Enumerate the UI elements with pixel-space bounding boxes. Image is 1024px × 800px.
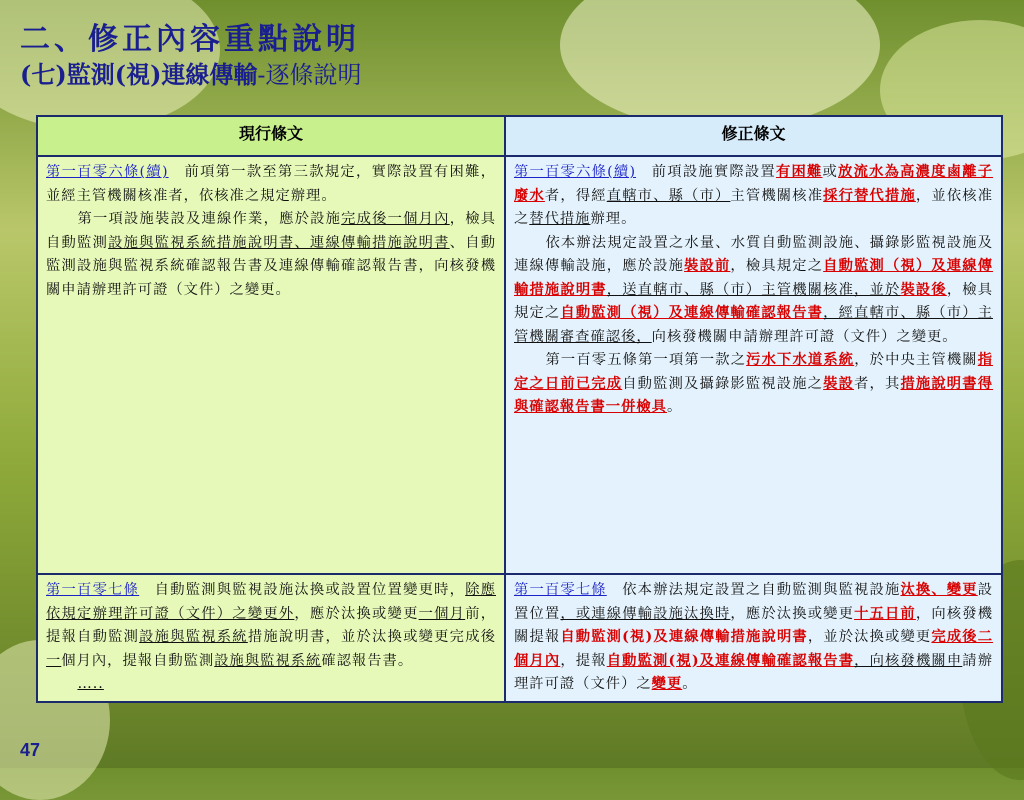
- background-leaf-spot: [560, 0, 880, 130]
- article-label: 第一百零六條(續): [46, 164, 169, 180]
- article-label: 第一百零六條(續): [514, 164, 637, 180]
- slide-title: 二、修正內容重點說明: [20, 22, 360, 57]
- title-area: [20, 22, 362, 90]
- page-number: 47: [20, 740, 41, 760]
- table-row: [37, 574, 1002, 702]
- paragraph: 依本辦法規定設置之水量、水質自動監測設施、攝錄影監視設施及連線傳輸設施，應於設施裝設前，檢具規定之自動監測（視）及連線傳輸措施說明書，送直轄市、縣（市）主管機關核准，並於裝設後，檢具規定之自動監測（視）及連線傳輸確認報告書，經直轄市、縣（市）主管機關審查確認後，向核發機關申請辦理許可證（文件）之變更。: [514, 234, 994, 345]
- revised-article-106-cell: [505, 156, 1002, 574]
- article-label: 第一百零七條: [46, 582, 140, 598]
- current-article-107-cell: [37, 574, 505, 702]
- comparison-table: [36, 115, 1003, 703]
- article-label: 第一百零七條: [514, 582, 607, 598]
- table-row: [37, 156, 1002, 574]
- revised-article-107-cell: [505, 574, 1002, 702]
- paragraph: 第一百零七條 自動監測與監視設施汰換或設置位置變更時，除應依規定辦理許可證（文件）之變更外，應於汰換或變更一個月前，提報自動監測設施與監視系統措施說明書，並於汰換或變更完成後一個月內，提報自動監測設施與監視系統確認報告書。: [46, 582, 497, 669]
- table-header-row: [37, 116, 1002, 156]
- paragraph: 第一百零六條(續) 前項設施實際設置有困難或放流水為高濃度鹵離子廢水者，得經直轄市、縣（市）主管機關核准採行替代措施，並依核准之替代措施辦理。: [514, 164, 994, 227]
- subtitle-light: -逐條說明: [257, 61, 362, 89]
- ellipsis: …..: [77, 676, 104, 692]
- paragraph: 第一百零七條 依本辦法規定設置之自動監測與監視設施汰換、變更設置位置，或連線傳輸設施汰換時，應於汰換或變更十五日前，向核發機關提報自動監測(視)及連線傳輸措施說明書，並於汰換或變更完成後二個月內，提報自動監測(視)及連線傳輸確認報告書，向核發機關申請辦理許可證（文件）之變更。: [514, 582, 994, 692]
- paragraph: 第一百零六條(續) 前項第一款至第三款規定，實際設置有困難，並經主管機關核准者，依核准之規定辦理。: [46, 164, 497, 204]
- header-revised-articles: 修正條文: [505, 116, 1002, 156]
- paragraph: 第一百零五條第一項第一款之污水下水道系統，於中央主管機關指定之日前已完成自動監測及攝錄影監視設施之裝設者，其措施說明書得與確認報告書一併檢具。: [514, 352, 994, 415]
- header-current-articles: 現行條文: [37, 116, 505, 156]
- subtitle-bold: (七)監測(視)連線傳輸: [20, 60, 258, 89]
- slide-subtitle: [20, 60, 362, 90]
- current-article-106-cell: [37, 156, 505, 574]
- paragraph: 第一項設施裝設及連線作業，應於設施完成後一個月內，檢具自動監測設施與監視系統措施說明書、連線傳輸措施說明書、自動監測設施與監視系統確認報告書及連線傳輸確認報告書，向核發機關申請辦理許可證（文件）之變更。: [46, 211, 497, 298]
